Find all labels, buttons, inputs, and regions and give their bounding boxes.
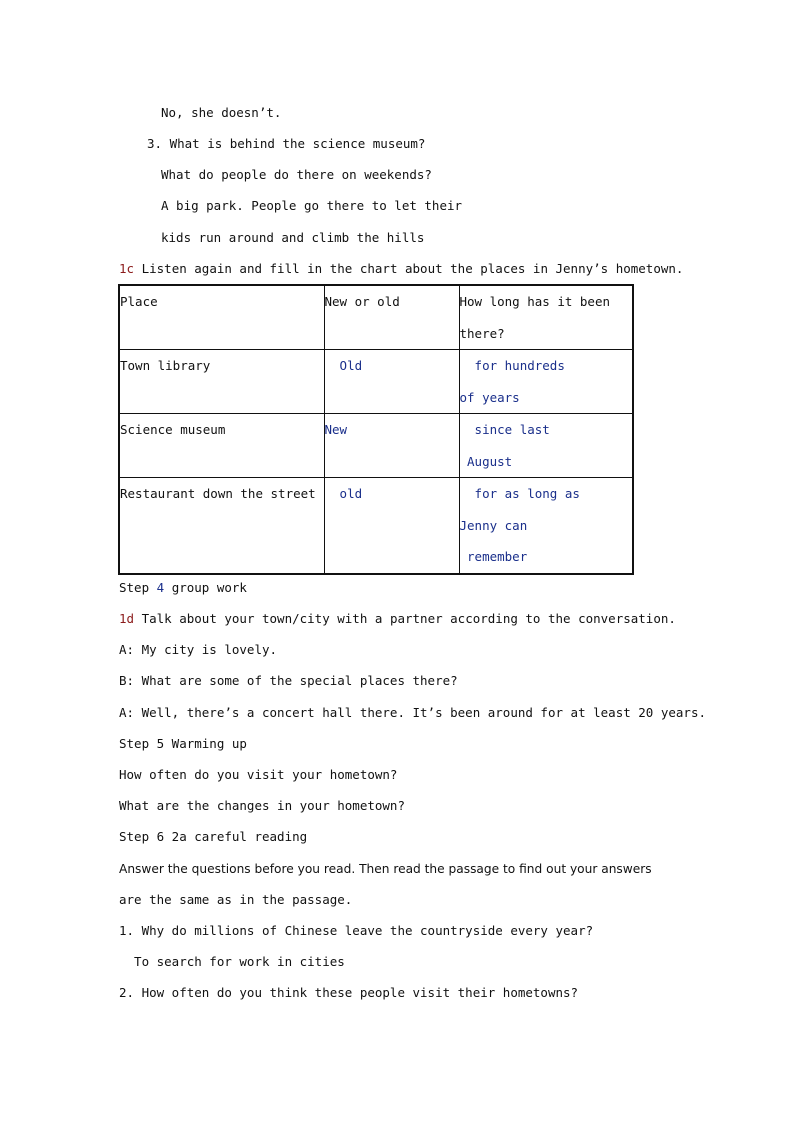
cell-age: old xyxy=(324,478,459,575)
table-row xyxy=(119,350,633,414)
task-code: 1d xyxy=(119,611,135,626)
warmup-question: How often do you visit your hometown? xyxy=(119,767,398,782)
table-row xyxy=(119,414,633,478)
cell-duration: since last August xyxy=(459,414,633,478)
table-header-row xyxy=(119,285,633,350)
task-text: Listen again and fill in the chart about the places in Jenny’s hometown. xyxy=(141,261,684,276)
question-text: What do people do there on weekends? xyxy=(161,167,432,182)
cell-duration: for as long as Jenny can remember xyxy=(459,478,633,575)
task-code: 1c xyxy=(119,261,135,276)
header-place: Place xyxy=(119,285,324,350)
dialogue-line: B: What are some of the special places there? xyxy=(119,673,458,688)
header-new-or-old: New or old xyxy=(324,285,459,350)
cell-place: Restaurant down the street xyxy=(119,478,324,575)
dialogue-line: A: My city is lovely. xyxy=(119,642,278,657)
answer-text: No, she doesn’t. xyxy=(161,105,282,120)
reading-question-2: 2. How often do you think these people visit their hometowns? xyxy=(119,985,579,1000)
cell-place: Science museum xyxy=(119,414,324,478)
task-1d-instruction xyxy=(119,611,676,627)
step-4-title xyxy=(119,580,247,596)
step-6-title: Step 6 2a careful reading xyxy=(119,829,308,844)
answer-text: A big park. People go there to let their xyxy=(161,198,463,213)
answer-text-continued: kids run around and climb the hills xyxy=(161,230,425,245)
cell-duration: for hundreds of years xyxy=(459,350,633,414)
dialogue-line: A: Well, there’s a concert hall there. It’s been around for at least 20 years. xyxy=(119,705,706,720)
warmup-question: What are the changes in your hometown? xyxy=(119,798,405,813)
cell-place: Town library xyxy=(119,350,324,414)
step-prefix: Step xyxy=(119,580,157,595)
cell-age: New xyxy=(324,414,459,478)
step-number: 4 xyxy=(156,580,165,595)
reading-instruction: Answer the questions before you read. Then read the passage to find out your answers xyxy=(119,862,652,876)
header-how-long: How long has it been there? xyxy=(459,285,633,350)
question-3: 3. What is behind the science museum? xyxy=(147,136,426,151)
reading-answer-1: To search for work in cities xyxy=(119,954,345,969)
task-1c-instruction xyxy=(119,261,683,277)
task-text: Talk about your town/city with a partner according to the conversation. xyxy=(141,611,676,626)
cell-age: Old xyxy=(324,350,459,414)
reading-instruction-continued: are the same as in the passage. xyxy=(119,892,353,907)
places-chart xyxy=(118,284,634,575)
reading-question-1: 1. Why do millions of Chinese leave the countryside every year? xyxy=(119,923,594,938)
step-5-title: Step 5 Warming up xyxy=(119,736,247,751)
step-suffix: group work xyxy=(164,580,247,595)
table-row xyxy=(119,478,633,575)
